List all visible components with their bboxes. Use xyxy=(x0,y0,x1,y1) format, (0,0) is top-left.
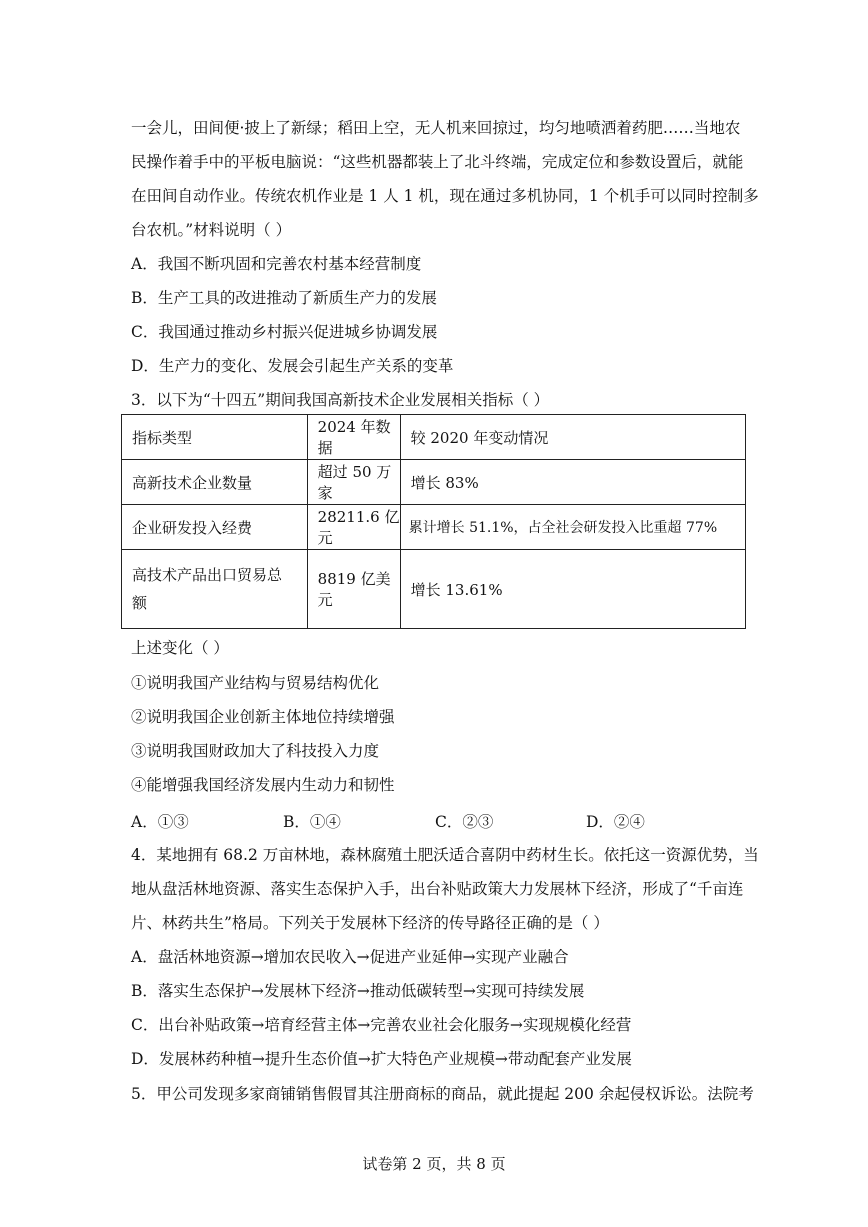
table-cell: 28211.6 亿元 xyxy=(307,505,400,550)
material-line: 一会儿，田间便·披上了新绿；稻田上空，无人机来回掠过，均匀地喷洒着药肥……当地农 xyxy=(131,119,741,137)
choice-d[interactable]: D．②④ xyxy=(586,813,645,831)
option-a[interactable]: A．我国不断巩固和完善农村基本经营制度 xyxy=(131,255,422,273)
choice-a[interactable]: A．①③ xyxy=(131,813,189,831)
table-cell: 高新技术企业数量 xyxy=(122,460,308,505)
option-b[interactable]: B．落实生态保护→发展林下经济→推动低碳转型→实现可持续发展 xyxy=(131,982,585,1000)
material-line: 民操作着手中的平板电脑说：“这些机器都装上了北斗终端，完成定位和参数设置后，就能 xyxy=(131,153,744,171)
option-d[interactable]: D．生产力的变化、发展会引起生产关系的变革 xyxy=(131,357,454,375)
table-cell: 8819 亿美元 xyxy=(307,550,400,629)
table-header-cell: 较 2020 年变动情况 xyxy=(400,415,745,460)
question-3-stem: 3．以下为“十四五”期间我国高新技术企业发展相关指标（ ） xyxy=(131,391,550,409)
statement-1: ①说明我国产业结构与贸易结构优化 xyxy=(131,674,380,692)
table-row xyxy=(122,505,746,550)
table-cell: 累计增长 51.1%，占全社会研发投入比重超 77% xyxy=(400,505,745,550)
table-header-cell: 2024 年数据 xyxy=(307,415,400,460)
material-line: 在田间自动作业。传统农机作业是 1 人 1 机，现在通过多机协同，1 个机手可以同时控制多 xyxy=(131,187,759,205)
statement-2: ②说明我国企业创新主体地位持续增强 xyxy=(131,708,395,726)
question-stem-end: 台农机。”材料说明（ ） xyxy=(131,221,292,239)
page-footer: 试卷第 2 页，共 8 页 xyxy=(362,1155,506,1173)
option-b[interactable]: B．生产工具的改进推动了新质生产力的发展 xyxy=(131,289,437,307)
table-cell: 增长 13.61% xyxy=(400,550,745,629)
table-cell: 高技术产品出口贸易总额 xyxy=(122,550,308,629)
statement-4: ④能增强我国经济发展内生动力和韧性 xyxy=(131,776,395,794)
option-a[interactable]: A．盘活林地资源→增加农民收入→促进产业延伸→实现产业融合 xyxy=(131,948,569,966)
question-4-stem-line: 片、林药共生”格局。下列关于发展林下经济的传导路径正确的是（ ） xyxy=(131,914,609,932)
choice-b[interactable]: B．①④ xyxy=(283,813,341,831)
choice-c[interactable]: C．②③ xyxy=(435,813,494,831)
option-d[interactable]: D．发展林药种植→提升生态价值→扩大特色产业规模→带动配套产业发展 xyxy=(131,1050,632,1068)
option-c[interactable]: C．出台补贴政策→培育经营主体→完善农业社会化服务→实现规模化经营 xyxy=(131,1016,632,1034)
option-c[interactable]: C．我国通过推动乡村振兴促进城乡协调发展 xyxy=(131,323,438,341)
question-5-stem-line: 5．甲公司发现多家商铺销售假冒其注册商标的商品，就此提起 200 余起侵权诉讼。法院考 xyxy=(131,1085,754,1103)
table-cell: 超过 50 万家 xyxy=(307,460,400,505)
question-4-stem-line: 4．某地拥有 68.2 万亩林地，森林腐殖土肥沃适合喜阴中药材生长。依托这一资源优势，当 xyxy=(131,846,759,864)
table-row xyxy=(122,460,746,505)
question-4-stem-line: 地从盘活林地资源、落实生态保护入手，出台补贴政策大力发展林下经济，形成了“千亩连 xyxy=(131,880,744,898)
table-header-row xyxy=(122,415,746,460)
choice-row xyxy=(131,810,737,832)
table-header-cell: 指标类型 xyxy=(122,415,308,460)
table-cell: 增长 83% xyxy=(400,460,745,505)
follow-up-stem: 上述变化（ ） xyxy=(131,639,229,657)
statement-3: ③说明我国财政加大了科技投入力度 xyxy=(131,742,380,760)
table-cell: 企业研发投入经费 xyxy=(122,505,308,550)
table-row xyxy=(122,550,746,629)
indicator-table xyxy=(121,414,746,629)
